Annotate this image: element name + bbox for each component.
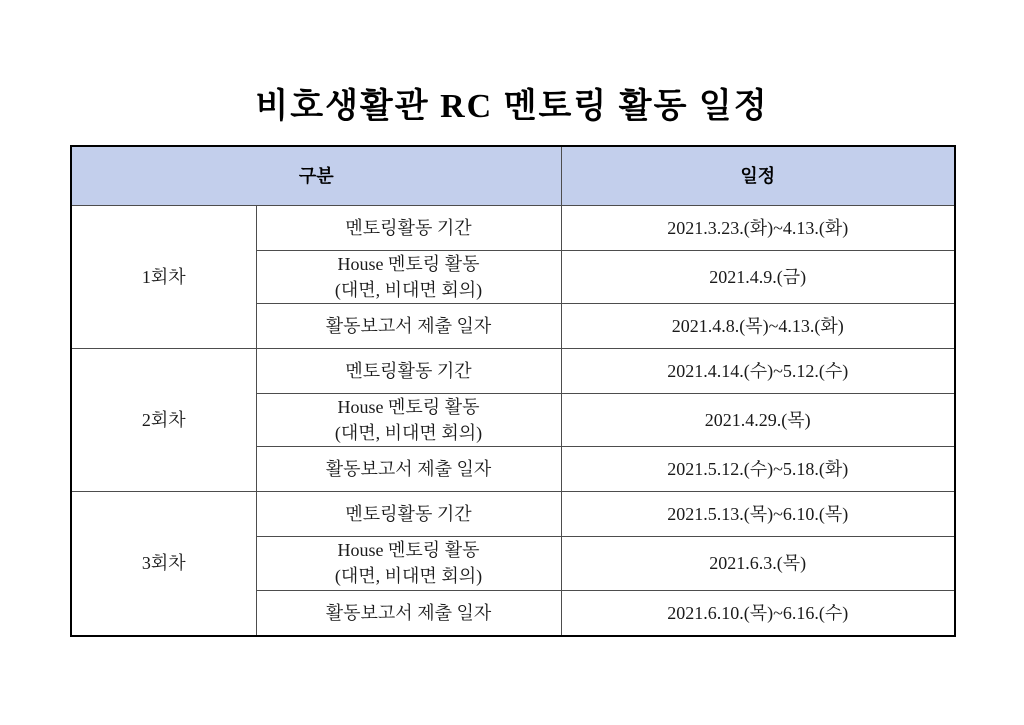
table-row bbox=[71, 492, 955, 537]
table-header-row bbox=[71, 146, 955, 206]
activity-cell: 활동보고서 제출 일자 bbox=[256, 447, 561, 492]
schedule-cell: 2021.4.9.(금) bbox=[561, 251, 955, 304]
schedule-cell: 2021.6.3.(목) bbox=[561, 537, 955, 590]
column-header-category: 구분 bbox=[71, 146, 561, 206]
table-row bbox=[71, 349, 955, 394]
activity-line1: House 멘토링 활동 bbox=[337, 540, 480, 561]
schedule-cell: 2021.6.10.(목)~6.16.(수) bbox=[561, 590, 955, 636]
activity-cell: 멘토링활동 기간 bbox=[256, 349, 561, 394]
activity-cell: 활동보고서 제출 일자 bbox=[256, 304, 561, 349]
activity-cell bbox=[256, 537, 561, 590]
activity-line2: (대면, 비대면 회의) bbox=[334, 566, 483, 587]
activity-line1: House 멘토링 활동 bbox=[337, 397, 480, 418]
activity-cell: 멘토링활동 기간 bbox=[256, 206, 561, 251]
activity-cell bbox=[256, 251, 561, 304]
activity-cell: 활동보고서 제출 일자 bbox=[256, 590, 561, 636]
schedule-cell: 2021.4.14.(수)~5.12.(수) bbox=[561, 349, 955, 394]
page-title: 비호생활관 RC 멘토링 활동 일정 bbox=[255, 88, 769, 125]
round-label-2: 2회차 bbox=[71, 349, 256, 492]
schedule-table bbox=[70, 145, 956, 637]
round-label-3: 3회차 bbox=[71, 492, 256, 636]
activity-line1: House 멘토링 활동 bbox=[337, 254, 480, 274]
activity-line2: (대면, 비대면 회의) bbox=[334, 280, 483, 301]
schedule-cell: 2021.4.29.(목) bbox=[561, 394, 955, 447]
activity-cell: 멘토링활동 기간 bbox=[256, 492, 561, 537]
column-header-schedule: 일정 bbox=[561, 146, 955, 206]
schedule-cell: 2021.5.12.(수)~5.18.(화) bbox=[561, 447, 955, 492]
activity-cell bbox=[256, 394, 561, 447]
schedule-cell: 2021.5.13.(목)~6.10.(목) bbox=[561, 492, 955, 537]
schedule-cell: 2021.3.23.(화)~4.13.(화) bbox=[561, 206, 955, 251]
round-label-1: 1회차 bbox=[71, 206, 256, 349]
activity-line2: (대면, 비대면 회의) bbox=[334, 423, 483, 444]
schedule-cell: 2021.4.8.(목)~4.13.(화) bbox=[561, 304, 955, 349]
table-row bbox=[71, 206, 955, 251]
